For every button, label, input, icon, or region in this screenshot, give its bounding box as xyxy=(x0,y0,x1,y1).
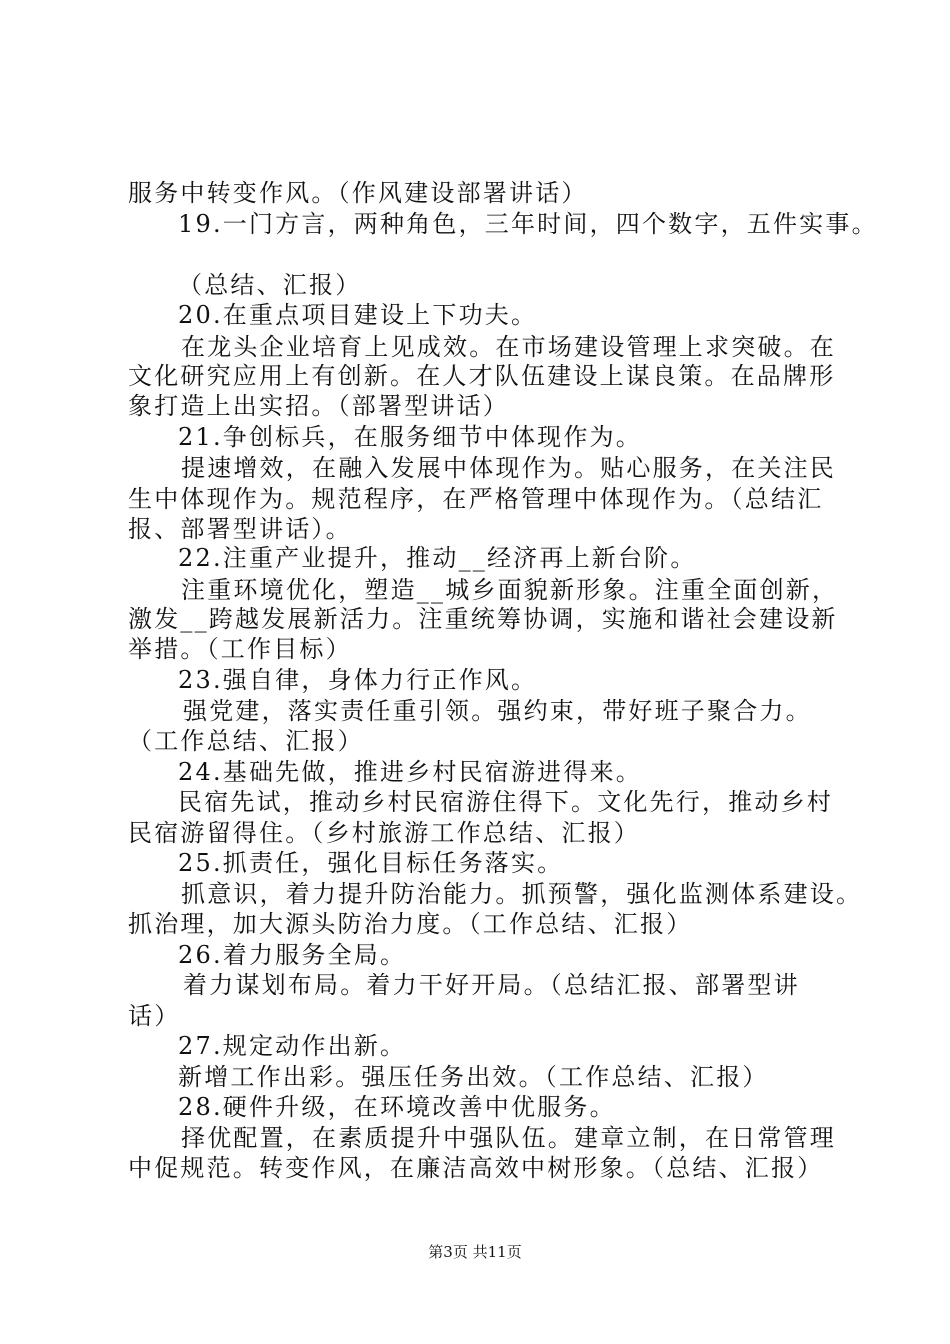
text-line: 24.基础先做，推进乡村民宿游进得来。 xyxy=(178,758,642,786)
text-line: 26.着力服务全局。 xyxy=(178,941,407,969)
text-line: 25.抓责任，强化目标任务落实。 xyxy=(178,849,564,877)
text-line: 20.在重点项目建设上下功夫。 xyxy=(178,301,538,329)
text-line: 着力谋划布局。着力干好开局。（总结汇报、部署型讲 xyxy=(183,971,800,999)
text-line: 举措。（工作目标） xyxy=(128,635,352,663)
text-line: 服务中转变作风。（作风建设部署讲话） xyxy=(128,179,588,207)
text-line: 强党建，落实责任重引领。强约束，带好班子聚合力。 xyxy=(183,697,812,725)
text-line: 话） xyxy=(128,1002,181,1030)
text-line: 22.注重产业提升，推动__经济再上新台阶。 xyxy=(178,544,697,572)
text-line: 择优配置，在素质提升中强队伍。建章立制，在日常管理 xyxy=(181,1124,836,1152)
text-line: 28.硬件升级，在环境改善中优服务。 xyxy=(178,1093,616,1121)
text-line: 新增工作出彩。强压任务出效。（工作总结、汇报） xyxy=(178,1063,769,1091)
text-line: 报、部署型讲话）。 xyxy=(128,515,352,543)
text-line: 抓意识，着力提升防治能力。抓预警，强化监测体系建设。 xyxy=(181,880,863,908)
text-line: 象打造上出实招。（部署型讲话） xyxy=(128,392,509,420)
text-line: 提速增效，在融入发展中体现作为。贴心服务，在关注民 xyxy=(181,454,836,482)
text-line: （工作总结、汇报） xyxy=(128,727,364,755)
text-line: 文化研究应用上有创新。在人才队伍建设上谋良策。在品牌形 xyxy=(128,362,836,390)
text-line: 19.一门方言，两种角色，三年时间，四个数字，五件实事。 xyxy=(178,210,878,238)
text-line: 生中体现作为。规范程序，在严格管理中体现作为。（总结汇 xyxy=(128,485,824,513)
text-line: 民宿游留得住。（乡村旅游工作总结、汇报） xyxy=(128,819,640,847)
text-line: 抓治理，加大源头防治力度。（工作总结、汇报） xyxy=(128,910,693,938)
text-line: 民宿先试，推动乡村民宿游住得下。文化先行，推动乡村 xyxy=(178,788,833,816)
text-line: 注重环境优化，塑造__城乡面貌新形象。注重全面创新， xyxy=(181,576,839,604)
text-line: 激发__跨越发展新活力。注重统筹协调，实施和谐社会建设新 xyxy=(128,605,838,633)
text-line: 在龙头企业培育上见成效。在市场建设管理上求突破。在 xyxy=(181,333,836,361)
page-number-footer: 第3页 共11页 xyxy=(428,1243,522,1261)
text-line: 27.规定动作出新。 xyxy=(178,1032,407,1060)
text-line: 21.争创标兵，在服务细节中体现作为。 xyxy=(178,423,642,451)
text-line: 中促规范。转变作风，在廉洁高效中树形象。（总结、汇报） xyxy=(128,1154,824,1182)
text-line: 23.强自律，身体力行正作风。 xyxy=(178,666,538,694)
text-line: （总结、汇报） xyxy=(178,271,362,299)
